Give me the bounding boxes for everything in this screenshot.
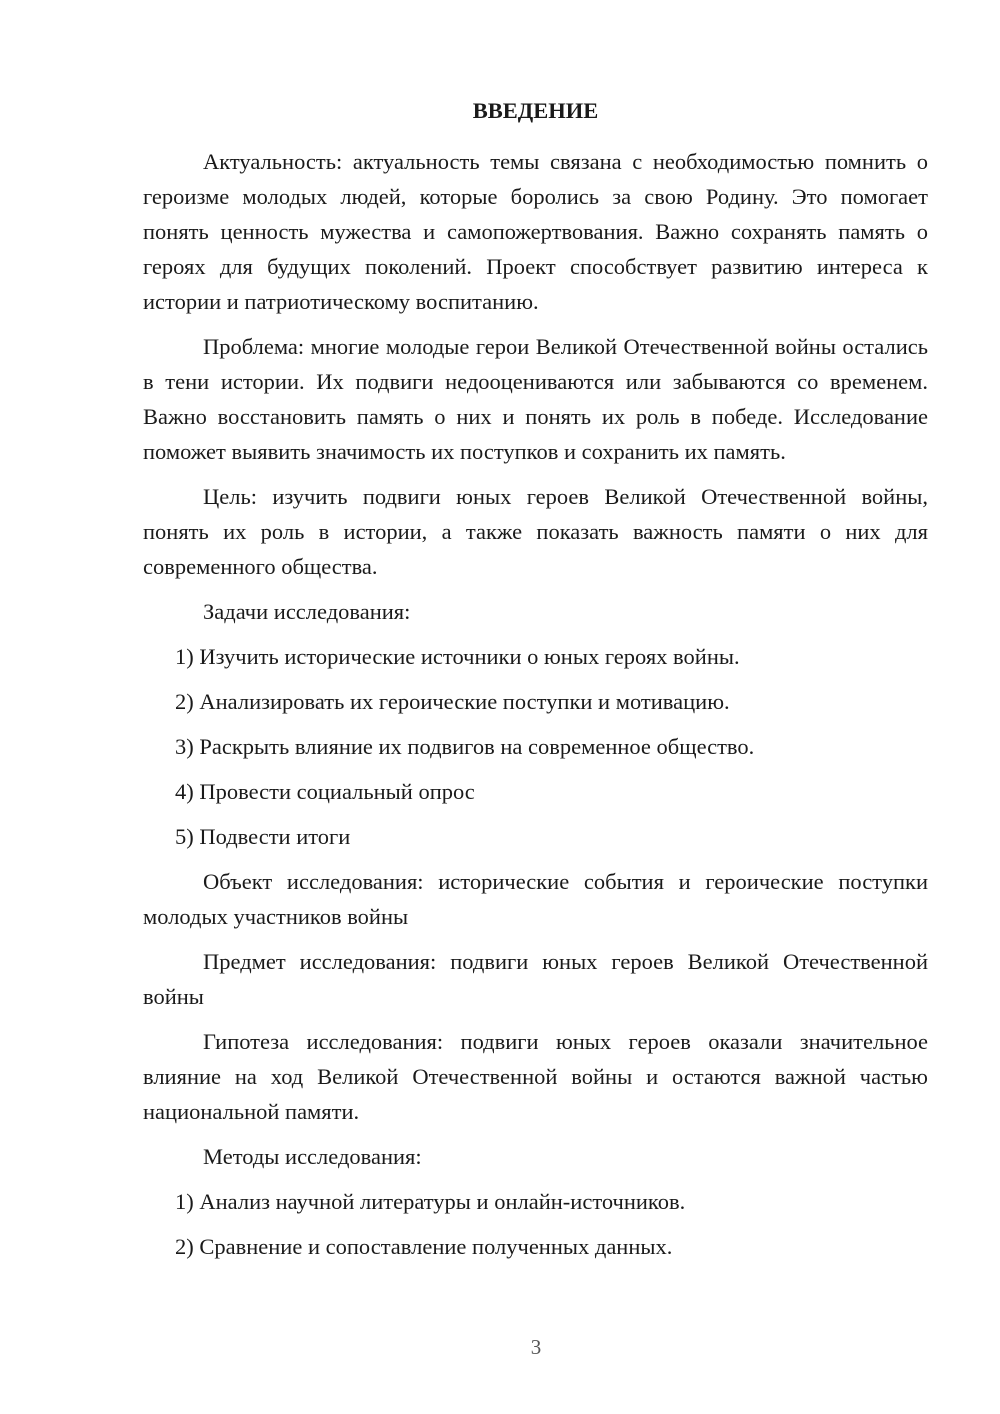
page-number: 3 [530, 1335, 542, 1359]
problem-paragraph: Проблема: многие молодые герои Великой Отечественной войны остались в тени истории. Их подвиги недооцениваются или забываются со временем. Важно восстановить память о них и понять их роль в победе. Исследование поможет выявить значимость их поступков и сохранить их память. [143, 334, 928, 464]
task-item: 1) Изучить исторические источники о юных героях войны. [175, 644, 740, 669]
subject-paragraph: Предмет исследования: подвиги юных героев Великой Отечественной войны [143, 949, 928, 1009]
task-item: 5) Подвести итоги [175, 824, 351, 849]
methods-list [143, 1184, 928, 1264]
relevance-paragraph: Актуальность: актуальность темы связана с необходимостью помнить о героизме молодых людей, которые боролись за свою Родину. Это помогает понять ценность мужества и самопожертвования. Важно сохранять память о героях для будущих поколений. Проект способствует развитию интереса к истории и патриотическому воспитанию. [143, 149, 928, 314]
task-item: 4) Провести социальный опрос [175, 779, 475, 804]
task-item: 2) Анализировать их героические поступки и мотивацию. [175, 689, 730, 714]
document-page [143, 96, 928, 1274]
goal-paragraph: Цель: изучить подвиги юных героев Великой Отечественной войны, понять их роль в истории, а также показать важность памяти о них для современного общества. [143, 484, 928, 579]
tasks-list [143, 639, 928, 854]
task-item: 3) Раскрыть влияние их подвигов на современное общество. [175, 734, 755, 759]
method-item: 2) Сравнение и сопоставление полученных данных. [175, 1234, 673, 1259]
tasks-label: Задачи исследования: [203, 599, 411, 624]
methods-label: Методы исследования: [203, 1144, 422, 1169]
object-paragraph: Объект исследования: исторические события и героические поступки молодых участников войны [143, 869, 928, 929]
hypothesis-paragraph: Гипотеза исследования: подвиги юных героев оказали значительное влияние на ход Великой Отечественной войны и остаются важной частью национальной памяти. [143, 1029, 928, 1124]
section-heading: ВВЕДЕНИЕ [472, 98, 599, 123]
method-item: 1) Анализ научной литературы и онлайн-источников. [175, 1189, 686, 1214]
